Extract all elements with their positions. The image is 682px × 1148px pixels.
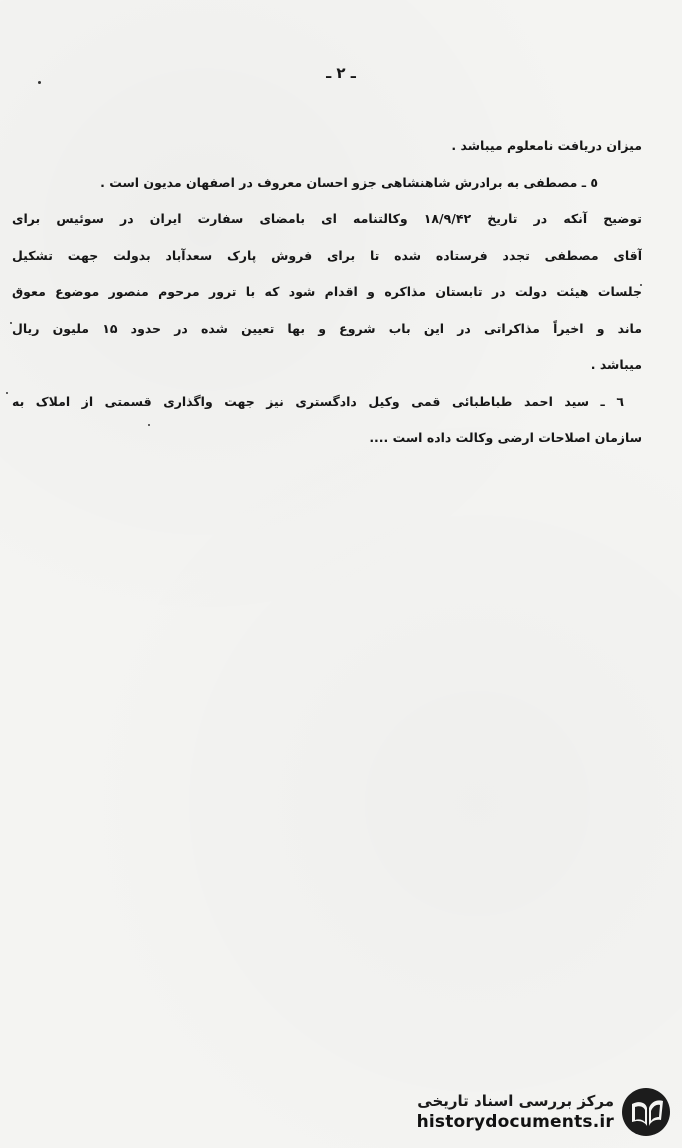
watermark-persian: مرکز بررسی اسناد تاریخی (417, 1092, 614, 1110)
text-line: میزان دریافت نامعلوم میباشد . (451, 138, 642, 153)
text-line: ٦ ـ سید احمد طباطبائی قمی وکیل دادگستری نیز جهت واگذاری قسمتی از املاک به (12, 393, 624, 409)
page-number: ـ ٢ ـ (326, 64, 356, 82)
text-line: ماند و اخیراً مذاکراتی در این باب شروع و بها تعیین شده در حدود ۱۵ ملیون ریال (12, 320, 642, 336)
text-line: توضیح آنکه در تاریخ ۱۸/۹/۴۲ وکالتنامه ای بامضای سفارت ایران در سوئیس برای (12, 211, 642, 226)
open-book-logo-icon (620, 1086, 672, 1138)
watermark (417, 1084, 672, 1140)
scan-speck (38, 81, 41, 84)
text-line: آقای مصطفی تجدد فرستاده شده تا برای فروش پارک سعدآباد بدولت جهت تشکیل (12, 247, 642, 263)
text-line: ٥ ـ مصطفی به برادرش شاهنشاهی جزو احسان معروف در اصفهان مدیون است . (100, 174, 598, 190)
watermark-english: historydocuments.ir (416, 1112, 614, 1132)
watermark-text (417, 1091, 614, 1133)
document-body (12, 128, 642, 457)
text-line: سازمان اصلاحات ارضی وکالت داده است .... (369, 430, 642, 445)
text-line: میباشد . (590, 357, 642, 372)
scan-speck (6, 392, 8, 394)
text-line: جلسات هیئت دولت در تابستان مذاکره و اقدام شود که با ترور مرحوم منصور موضوع معوق (12, 284, 642, 299)
